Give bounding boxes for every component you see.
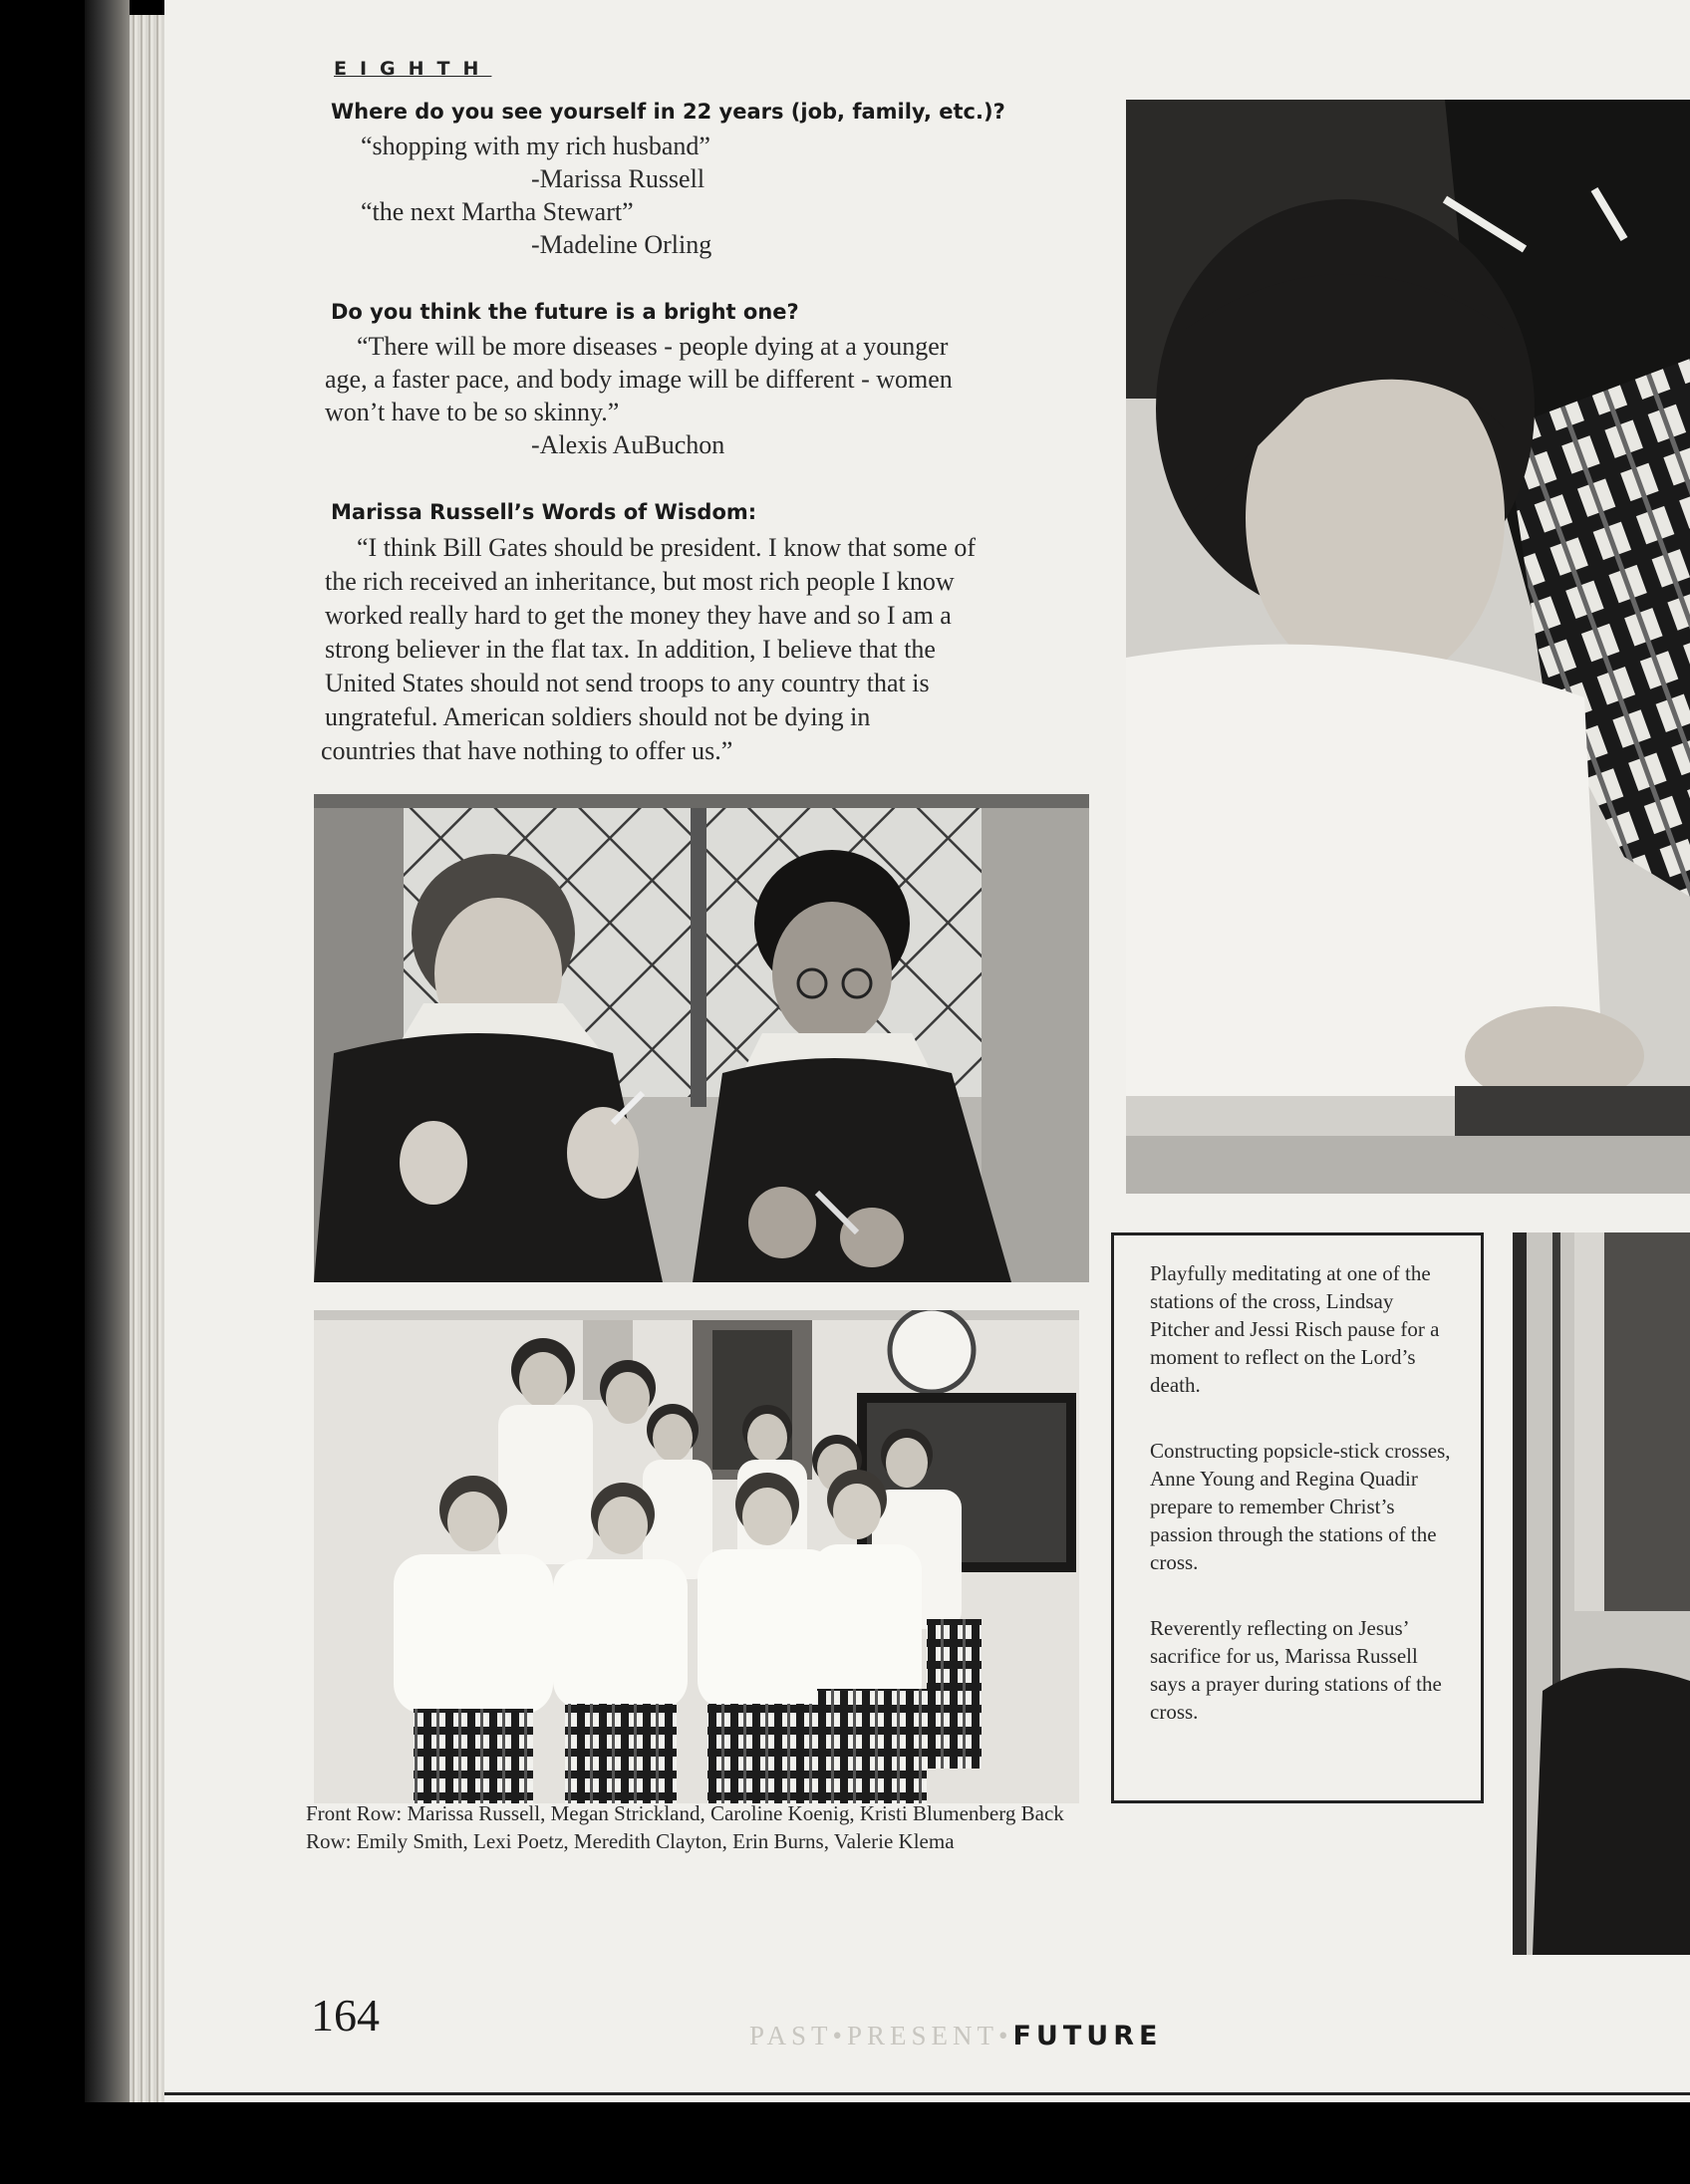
caption-popsicle-crosses: Constructing popsicle-stick crosses, Anne Young and Regina Quadir prepare to remember Christ’s passion through the stations of the cross.: [1150, 1439, 1451, 1574]
answer-author: -Madeline Orling: [531, 230, 712, 259]
answer-author: -Marissa Russell: [531, 164, 705, 193]
photo-praying-student: [1513, 1232, 1690, 1955]
question-future-self: Where do you see yourself in 22 years (job, family, etc.)?: [331, 100, 1005, 124]
photo-crosses: [314, 794, 1089, 1282]
wisdom-line: strong believer in the flat tax. In addition, I believe that the: [325, 635, 936, 664]
section-label: EIGHTH: [334, 58, 492, 80]
wisdom-line: countries that have nothing to offer us.”: [321, 736, 733, 765]
caption-stations-meditating: Playfully meditating at one of the stations of the cross, Lindsay Pitcher and Jessi Risch pause for a moment to reflect on the Lord’s death.: [1150, 1261, 1440, 1397]
answer-quote: “the next Martha Stewart”: [361, 197, 634, 226]
footer-separator: •: [998, 2021, 1013, 2050]
wisdom-line: United States should not send troops to any country that is: [325, 669, 930, 697]
photo-group: [314, 1310, 1079, 1803]
page-edges: [130, 15, 164, 2102]
wisdom-line: worked really hard to get the money they have and so I am a: [325, 601, 952, 630]
wisdom-line: “I think Bill Gates should be president. I know that some of: [357, 533, 977, 562]
book-spine: [85, 0, 130, 2102]
photo-smiling-student: [1126, 100, 1690, 1194]
footer-future: FUTURE: [1012, 2021, 1163, 2051]
caption-reflecting-prayer: Reverently reflecting on Jesus’ sacrifice for us, Marissa Russell says a prayer during stations of the cross.: [1150, 1616, 1442, 1724]
words-of-wisdom-heading: Marissa Russell’s Words of Wisdom:: [331, 500, 757, 524]
answer-line: “There will be more diseases - people dying at a younger: [357, 332, 949, 361]
question-bright-future: Do you think the future is a bright one?: [331, 300, 799, 324]
page-bottom-rule: [164, 2092, 1690, 2095]
answer-line: age, a faster pace, and body image will be different - women: [325, 365, 953, 394]
wisdom-line: the rich received an inheritance, but most rich people I know: [325, 567, 955, 596]
caption-box: [1111, 1232, 1484, 1803]
answer-quote: “shopping with my rich husband”: [361, 132, 710, 160]
footer-theme: [749, 2021, 1162, 2051]
wisdom-line: ungrateful. American soldiers should not be dying in: [325, 702, 871, 731]
group-photo-caption: Front Row: Marissa Russell, Megan Strickland, Caroline Koenig, Kristi Blumenberg Back Row: Emily Smith, Lexi Poetz, Meredith Clayton, Erin Burns, Valerie Klema: [306, 1801, 1064, 1853]
footer-present: PRESENT: [847, 2021, 999, 2050]
answer-author: -Alexis AuBuchon: [531, 430, 725, 459]
page-number: 164: [311, 1990, 380, 2041]
footer-separator: •: [832, 2021, 847, 2050]
answer-line: won’t have to be so skinny.”: [325, 398, 620, 426]
footer-past: PAST: [749, 2021, 833, 2050]
